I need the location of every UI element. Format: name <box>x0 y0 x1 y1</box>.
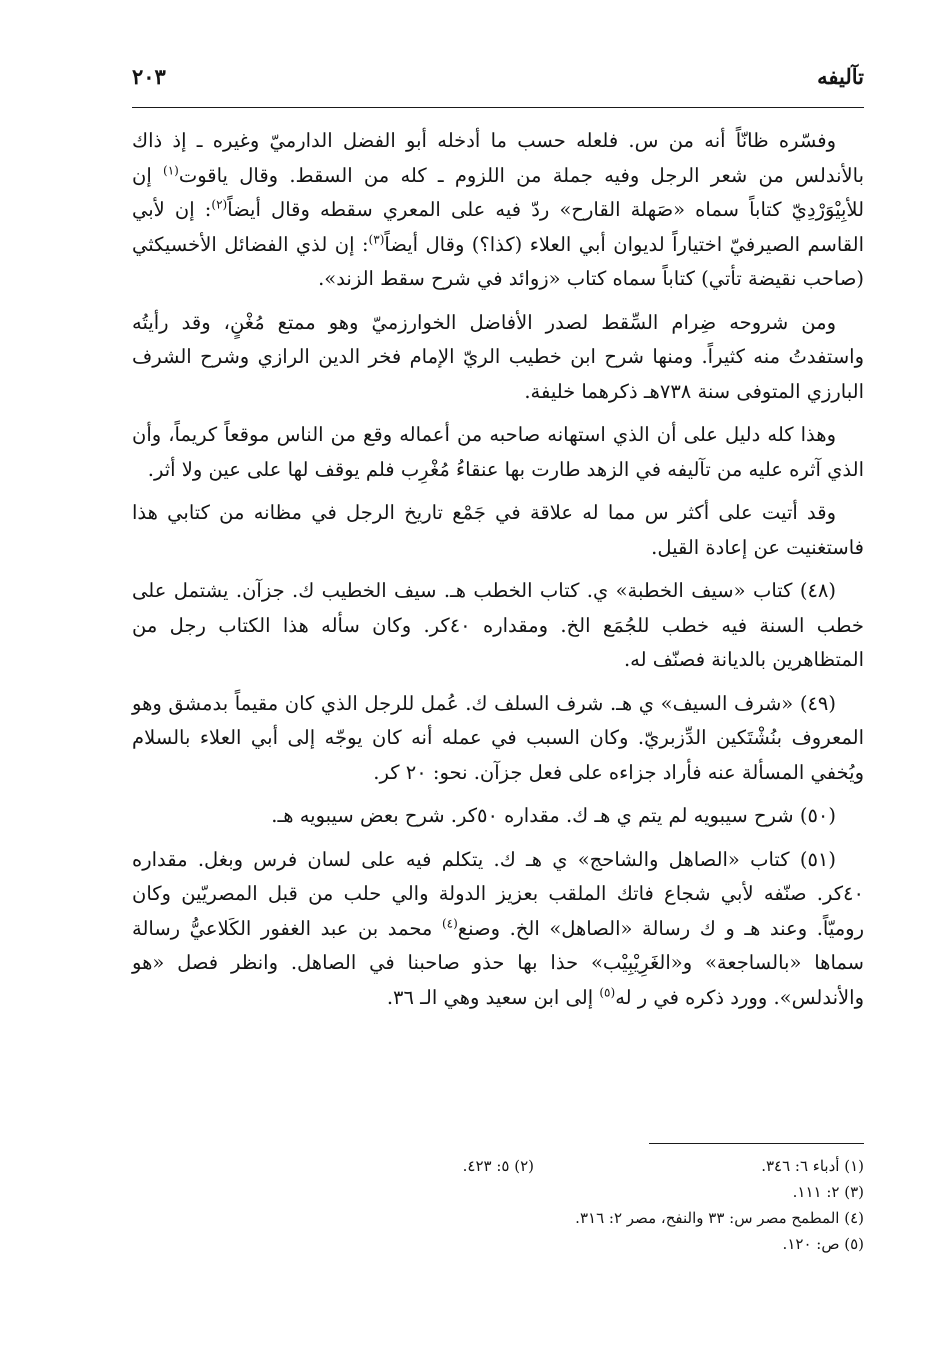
footnote-ref: (٥) <box>599 985 616 999</box>
footnote-4: (٤) المطمح مصر س: ٣٣ والنفح، مصر ٢: ٣١٦. <box>575 1209 864 1227</box>
footnote-2: (٢) ٥: ٤٢٣. <box>462 1157 534 1175</box>
footnote-row <box>132 1231 864 1257</box>
header-divider <box>132 107 864 108</box>
paragraph-1: وفسّره ظانّاً أنه من س. فلعله حسب ما أدخله أبو الفضل الدارميّ وغيره ـ إذ ذاك بالأندلس من شعر الرجل وفيه جملة من اللزوم ـ كله من السقط. وقال ياقوت$^{(١)}$ إن للأبِيْوَرْدِيّ كتاباً سماه «صَهلة القارح» ردّ فيه على المعري سقطه وقال أيضاً$^{(٢)}$: إن لأبي القاسم الصيرفيّ اختياراً لديوان أبي العلاء (كذا؟) وقال أيضاً$^{(٣)}$: إن لذي الفضائل الأخسيكثي (صاحب نقيضة تأتي) كتاباً سماه كتاب «زوائد في شرح سقط الزند». <box>132 129 865 290</box>
entry-48: (٤٨) كتاب «سيف الخطبة» ي. كتاب الخطب هـ. سيف الخطيب ك. جزآن. يشتمل على خطب السنة فيه خطب للجُمَع الخ. ومقداره ٤٠كر. وكان سأله هذا الكتاب رجل من المتظاهرين بالديانة فصنّف له. <box>132 579 864 671</box>
footnote-3: (٣) ٢: ١١١. <box>792 1183 864 1201</box>
footnote-1: (١) أدباء ٦: ٣٤٦. <box>761 1157 864 1175</box>
main-text <box>132 124 864 1024</box>
footnote-row <box>132 1179 864 1205</box>
paragraph-4: وقد أتيت على أكثر س مما له علاقة في جَمْع تاريخ الرجل في مظانه من كتابي هذا فاستغنيت عن إعادة القيل. <box>132 501 864 559</box>
footnote-ref: (٣) <box>368 232 385 246</box>
entry-51: (٥١) كتاب «الصاهل والشاحج» ي هـ ك. يتكلم فيه على لسان فرس وبغل. مقداره ٤٠كر. صنّفه لأبي شجاع فاتك الملقب بعزيز الدولة والي حلب من قبل المصريّين وكان روميّاً. وعند هـ و ك رسالة «الصاهل» الخ. وصنع$^{(٤)}$ محمد بن عبد الغفور الكَلاعيُّ رسالة سماها «بالساجعة» و«الغَرِيْبِيْب» حذا بها حذو صاحبنا في الصاهل. وانظر فصل «هو والأندلس». وورد ذكره في ر له$^{(٥)}$ إلى ابن سعيد وهي الـ ٣٦. <box>132 847 864 1009</box>
paragraph-2: ومن شروحه ضِرام السِّقط لصدر الأفاضل الخوارزميّ وهو ممتع مُغْنٍ، وقد رأيتُه واستفدتُ منه كثيراً. ومنها شرح ابن خطيب الريّ الإمام فخر الدين الرازي وشرح الشرف البارزي المتوفى سنة ٧٣٨هـ ذكرهما خليفة. <box>132 310 864 403</box>
footnotes <box>132 1153 864 1257</box>
running-title: تآليفه <box>817 64 864 89</box>
footnote-ref: (٤) <box>441 916 458 930</box>
running-header <box>132 62 864 92</box>
entry-50: (٥٠) شرح سيبويه لم يتم ي هـ ك. مقداره ٥٠كر. شرح بعض سيبويه هـ. <box>271 804 836 827</box>
paragraph-3: وهذا كله دليل على أن الذي استهانه صاحبه من أعماله وقع من الناس موقعاً كريماً، وأن الذي آثره عليه من تآليفه في الزهد طارت بها عنقاءُ مُغْرِب فلم يوقف لها على عين ولا أثر. <box>132 423 864 481</box>
page-number: ٢٠٣ <box>132 64 166 89</box>
footnote-divider <box>649 1143 864 1144</box>
footnote-row <box>132 1205 864 1231</box>
entry-49: (٤٩) «شرف السيف» ي هـ. شرف السلف ك. عُمل للرجل الذي كان مقيماً بدمشق وهو المعروف بنُشْتَكين الدِّزبريّ. وكان السبب في عمله أنه كان يوجّه إلى أبي العلاء بالسلام ويُخفي المسألة عنه فأراد جزاءه على فعل جزآن. نحو: ٢٠ كر. <box>132 691 864 784</box>
footnote-row <box>132 1153 864 1179</box>
footnote-ref: (١) <box>163 163 179 177</box>
footnote-ref: (٢) <box>211 197 228 212</box>
footnote-5: (٥) ص: ١٢٠. <box>782 1235 864 1253</box>
